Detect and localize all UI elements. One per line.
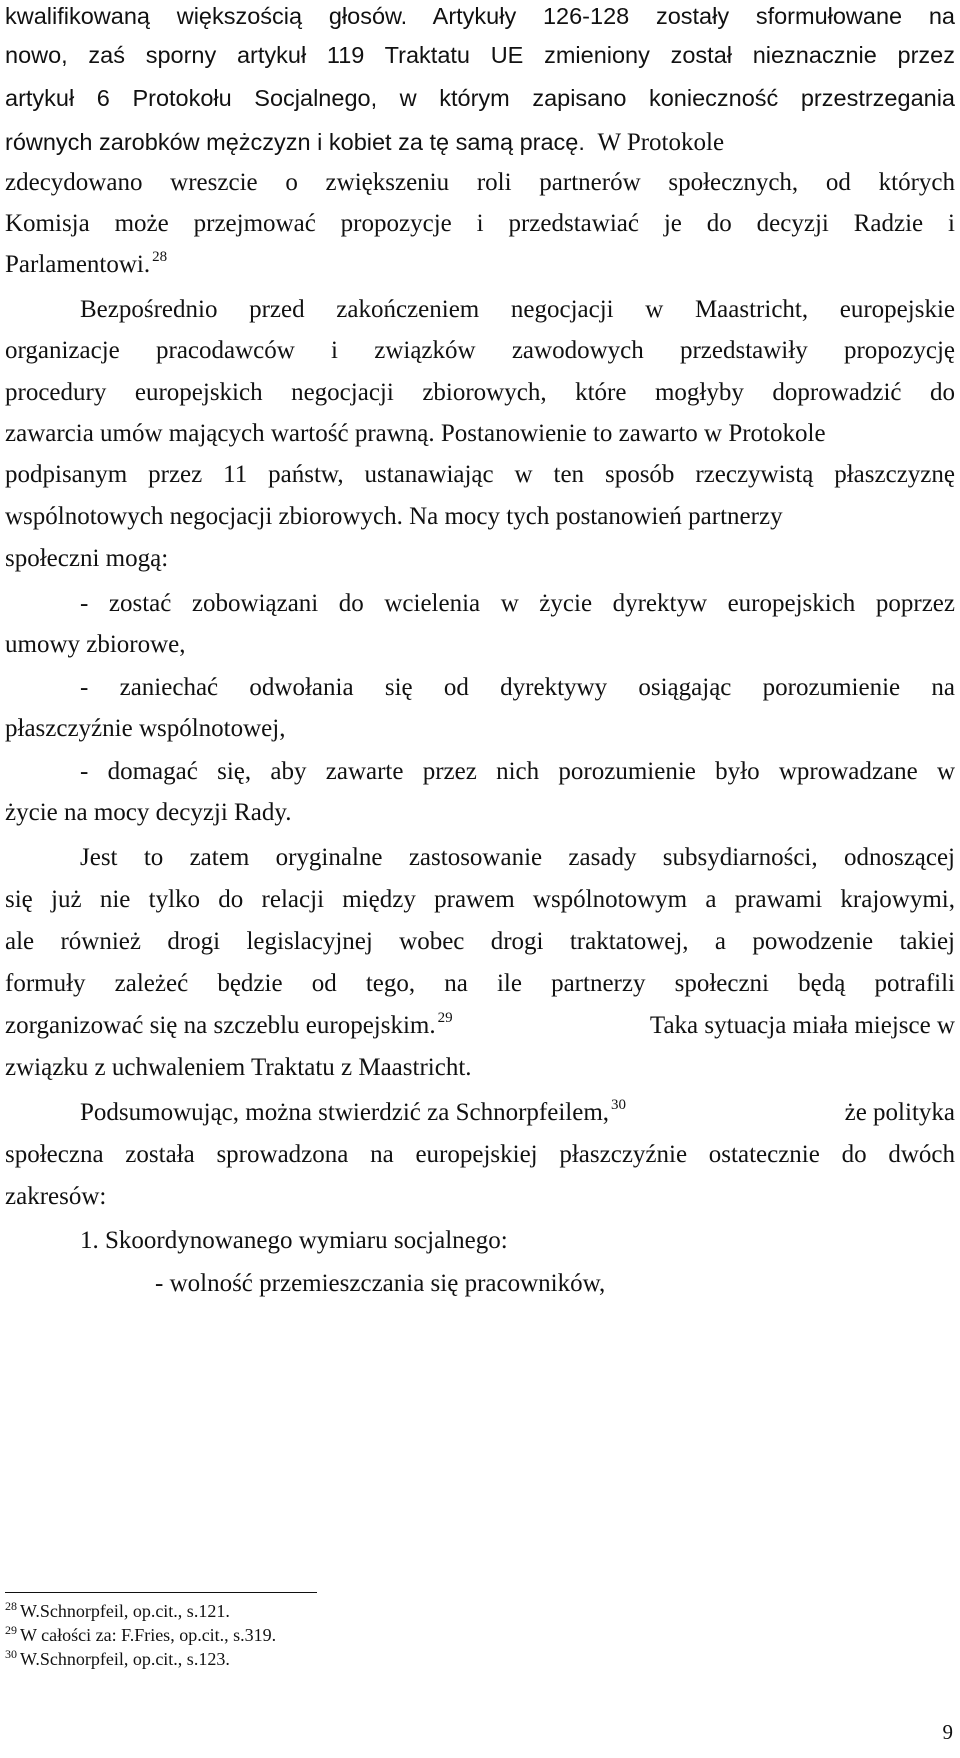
- footnote-number: 28: [5, 1599, 17, 1613]
- footnote-number: 30: [5, 1647, 17, 1661]
- text-line: nowo, zaś sporny artykuł 119 Traktatu UE zmieniony został nieznacznie przez: [5, 42, 955, 68]
- text-line: Komisja może przejmować propozycje i przedstawiać je do decyzji Radzie i: [5, 210, 955, 237]
- text-run: Postanowienie to zawarto w Protokole: [440, 420, 826, 447]
- text-run: równych zarobków mężczyzn i kobiet za tę samą pracę.: [5, 129, 585, 155]
- text-run: [5, 1011, 453, 1044]
- text-line: procedury europejskich negocjacji zbiorowych, które mogłyby doprowadzić do: [5, 379, 955, 406]
- text-line: [5, 419, 955, 449]
- text-run: W Protokole: [597, 129, 725, 156]
- text-line: związku z uchwaleniem Traktatu z Maastricht.: [5, 1054, 472, 1081]
- footnote: [5, 1648, 230, 1672]
- text-run: Parlamentowi.: [5, 251, 151, 278]
- text-line: [5, 502, 955, 532]
- text-run: że polityka: [844, 1099, 955, 1126]
- footnote-ref-29: 29: [437, 1010, 453, 1026]
- paragraph-first-line: Jest to zatem oryginalne zastosowanie zasady subsydiarności, odnoszącej: [80, 844, 955, 871]
- text-run: [80, 1098, 626, 1131]
- text-line: zakresów:: [5, 1183, 107, 1210]
- text-line: [5, 1011, 955, 1044]
- text-line: umowy zbiorowe,: [5, 631, 186, 658]
- text-line: społeczna została sprowadzona na europejskiej płaszczyźnie ostatecznie do dwóch: [5, 1141, 955, 1168]
- text-run: Taka sytuacja miała miejsce w: [649, 1012, 955, 1039]
- text-line: organizacje pracodawców i związków zawodowych przedstawiły propozycję: [5, 337, 955, 364]
- footnote-ref-30: 30: [611, 1097, 627, 1113]
- text-line: podpisanym przez 11 państw, ustanawiając w ten sposób rzeczywistą płaszczyznę: [5, 461, 955, 488]
- page-number: 9: [942, 1720, 953, 1744]
- footnote-text: W całości za: F.Fries, op.cit., s.319.: [20, 1625, 277, 1645]
- text-run: zawarcia umów mających wartość prawną.: [5, 420, 435, 447]
- list-item: - zaniechać odwołania się od dyrektywy osiągając porozumienie na: [80, 674, 955, 701]
- paragraph-first-line: [80, 1098, 955, 1131]
- text-line: [5, 250, 955, 283]
- text-line: społeczni mogą:: [5, 545, 169, 572]
- footnote: [5, 1600, 230, 1624]
- text-line: artykuł 6 Protokołu Socjalnego, w którym zapisano konieczność przestrzegania: [5, 85, 955, 111]
- text-run: wspólnotowych negocjacji zbiorowych.: [5, 503, 403, 530]
- text-run: Na mocy tych postanowień partnerzy: [409, 503, 783, 530]
- list-item: - zostać zobowiązani do wcielenia w życie dyrektyw europejskich poprzez: [80, 590, 955, 617]
- footnote-text: W.Schnorpfeil, op.cit., s.123.: [20, 1649, 230, 1669]
- footnote-text: W.Schnorpfeil, op.cit., s.121.: [20, 1601, 230, 1621]
- list-item: - domagać się, aby zawarte przez nich porozumienie było wprowadzane w: [80, 758, 955, 785]
- text-run: Podsumowując, można stwierdzić za Schnorpfeilem,: [80, 1099, 610, 1126]
- text-line: [5, 127, 955, 158]
- paragraph-first-line: Bezpośrednio przed zakończeniem negocjacji w Maastricht, europejskie: [80, 296, 955, 323]
- text-line: kwalifikowaną większością głosów. Artykuły 126-128 zostały sformułowane na: [5, 3, 955, 29]
- text-line: płaszczyźnie wspólnotowej,: [5, 715, 286, 742]
- text-line: się już nie tylko do relacji między prawem wspólnotowym a prawami krajowymi,: [5, 886, 955, 913]
- text-line: zdecydowano wreszcie o zwiększeniu roli partnerów społecznych, od których: [5, 169, 955, 196]
- list-item: - wolność przemieszczania się pracowników,: [155, 1270, 606, 1297]
- text-line: życie na mocy decyzji Rady.: [5, 799, 292, 826]
- text-line: formuły zależeć będzie od tego, na ile partnerzy społeczni będą potrafili: [5, 970, 955, 997]
- footnote-ref-28: 28: [152, 249, 168, 265]
- footnote-number: 29: [5, 1623, 17, 1637]
- footnote: [5, 1624, 276, 1648]
- footnote-separator: [5, 1592, 317, 1593]
- text-line: ale również drogi legislacyjnej wobec drogi traktatowej, a powodzenie takiej: [5, 928, 955, 955]
- text-run: zorganizować się na szczeblu europejskim.: [5, 1012, 436, 1039]
- list-heading: 1. Skoordynowanego wymiaru socjalnego:: [80, 1227, 508, 1254]
